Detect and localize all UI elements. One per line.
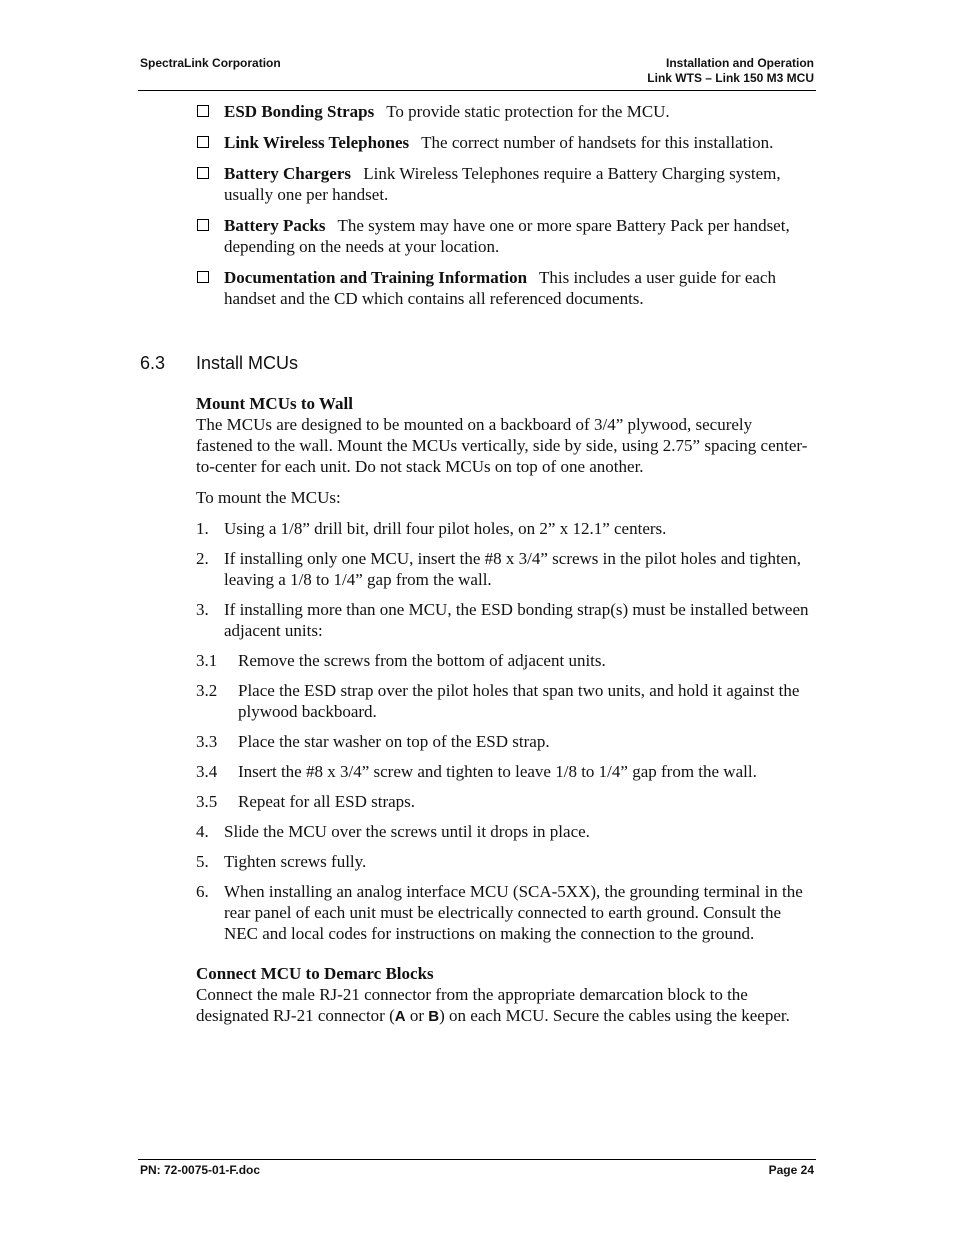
step-item <box>196 821 810 842</box>
step-number: 6. <box>196 882 209 901</box>
footer-rule <box>138 1159 816 1160</box>
step-item <box>196 518 810 539</box>
footer-part-number: PN: 72-0075-01-F.doc <box>140 1163 261 1177</box>
step-number: 3. <box>196 600 209 619</box>
checklist <box>196 101 810 319</box>
header-doc-info <box>647 56 814 86</box>
step-text: If installing only one MCU, insert the #8 x 3/4” screws in the pilot holes and tighten, leaving a 1/8 to 1/4” gap from the wall. <box>224 549 801 589</box>
demarc-block <box>196 963 810 1027</box>
step-text: When installing an analog interface MCU (SCA-5XX), the grounding terminal in the rear panel of each unit must be electrically connected to earth ground. Consult the NEC and local codes for instructions on making the connection to the ground. <box>224 882 803 943</box>
checklist-desc: The system may have one or more spare Battery Pack per handset, depending on the needs at your location. <box>224 216 790 256</box>
connector-b-label: B <box>428 1008 440 1025</box>
substep-item <box>168 731 810 752</box>
checklist-item <box>196 132 810 153</box>
checklist-term: Documentation and Training Information <box>224 268 528 287</box>
connector-a-label: A <box>394 1008 406 1025</box>
mount-heading: Mount MCUs to Wall <box>196 394 353 413</box>
checkbox-icon <box>197 167 209 179</box>
section-number: 6.3 <box>140 353 166 373</box>
substep-text: Place the ESD strap over the pilot holes that span two units, and hold it against the plywood backboard. <box>238 681 800 721</box>
footer-page-number: Page 24 <box>768 1163 814 1177</box>
checklist-item <box>196 163 810 205</box>
section-title: Install MCUs <box>196 353 299 373</box>
checklist-item <box>196 101 810 122</box>
checklist-term: Battery Chargers <box>224 164 351 183</box>
step-item <box>196 881 810 944</box>
substep-number: 3.5 <box>196 792 218 811</box>
substep-text: Place the star washer on top of the ESD strap. <box>238 732 550 751</box>
demarc-text-b: ) on each MCU. Secure the cables using the keeper. <box>439 1006 790 1025</box>
mount-block <box>196 393 810 477</box>
substep-text: Insert the #8 x 3/4” screw and tighten to leave 1/8 to 1/4” gap from the wall. <box>238 762 757 781</box>
step-text: Slide the MCU over the screws until it drops in place. <box>224 822 590 841</box>
checklist-item <box>196 215 810 257</box>
checklist-desc: To provide static protection for the MCU. <box>386 102 670 121</box>
demarc-text-a: Connect the male RJ-21 connector from the appropriate demarcation block to the designated RJ-21 connector ( <box>196 985 748 1025</box>
step-number: 5. <box>196 852 209 871</box>
step-item <box>196 851 810 872</box>
header-product: Link WTS – Link 150 M3 MCU <box>647 71 814 85</box>
checkbox-icon <box>197 271 209 283</box>
step-number: 4. <box>196 822 209 841</box>
step-item <box>196 599 810 641</box>
demarc-heading: Connect MCU to Demarc Blocks <box>196 964 434 983</box>
step-number: 1. <box>196 519 209 538</box>
substep-item <box>168 791 810 812</box>
mount-lead: To mount the MCUs: <box>196 488 341 507</box>
substep-item <box>168 761 810 782</box>
step-item <box>196 548 810 590</box>
step-text: Using a 1/8” drill bit, drill four pilot holes, on 2” x 12.1” centers. <box>224 519 667 538</box>
substep-item <box>168 680 810 722</box>
step-number: 2. <box>196 549 209 568</box>
substeps <box>168 650 810 812</box>
demarc-text-or: or <box>405 1006 429 1025</box>
substep-text: Remove the screws from the bottom of adjacent units. <box>238 651 606 670</box>
substep-text: Repeat for all ESD straps. <box>238 792 416 811</box>
step-text: If installing more than one MCU, the ESD bonding strap(s) must be installed between adjacent units: <box>224 600 809 640</box>
substep-item <box>168 650 810 671</box>
checklist-item <box>196 267 810 309</box>
checklist-desc: Link Wireless Telephones require a Battery Charging system, usually one per handset. <box>224 164 781 204</box>
substep-number: 3.1 <box>196 651 218 670</box>
mount-steps <box>196 518 810 944</box>
checkbox-icon <box>197 105 209 117</box>
header-doc-title: Installation and Operation <box>665 56 814 70</box>
checklist-desc: The correct number of handsets for this installation. <box>421 133 774 152</box>
step-text: Tighten screws fully. <box>224 852 367 871</box>
section-body <box>196 393 810 1037</box>
mount-intro: The MCUs are designed to be mounted on a backboard of 3/4” plywood, securely fastened to the wall. Mount the MCUs vertically, side by side, using 2.75” spacing center-to-center for each unit. Do not stack MCUs on top of one another. <box>196 415 808 476</box>
header-rule <box>138 90 816 91</box>
substep-number: 3.3 <box>196 732 218 751</box>
checklist-desc: This includes a user guide for each handset and the CD which contains all referenced documents. <box>224 268 776 308</box>
checklist-term: Link Wireless Telephones <box>224 133 410 152</box>
checklist-term: ESD Bonding Straps <box>224 102 375 121</box>
checkbox-icon <box>197 136 209 148</box>
checklist-term: Battery Packs <box>224 216 326 235</box>
section-heading <box>140 353 298 374</box>
checkbox-icon <box>197 219 209 231</box>
substep-number: 3.4 <box>196 762 218 781</box>
header-company: SpectraLink Corporation <box>140 56 281 70</box>
substep-number: 3.2 <box>196 681 218 700</box>
